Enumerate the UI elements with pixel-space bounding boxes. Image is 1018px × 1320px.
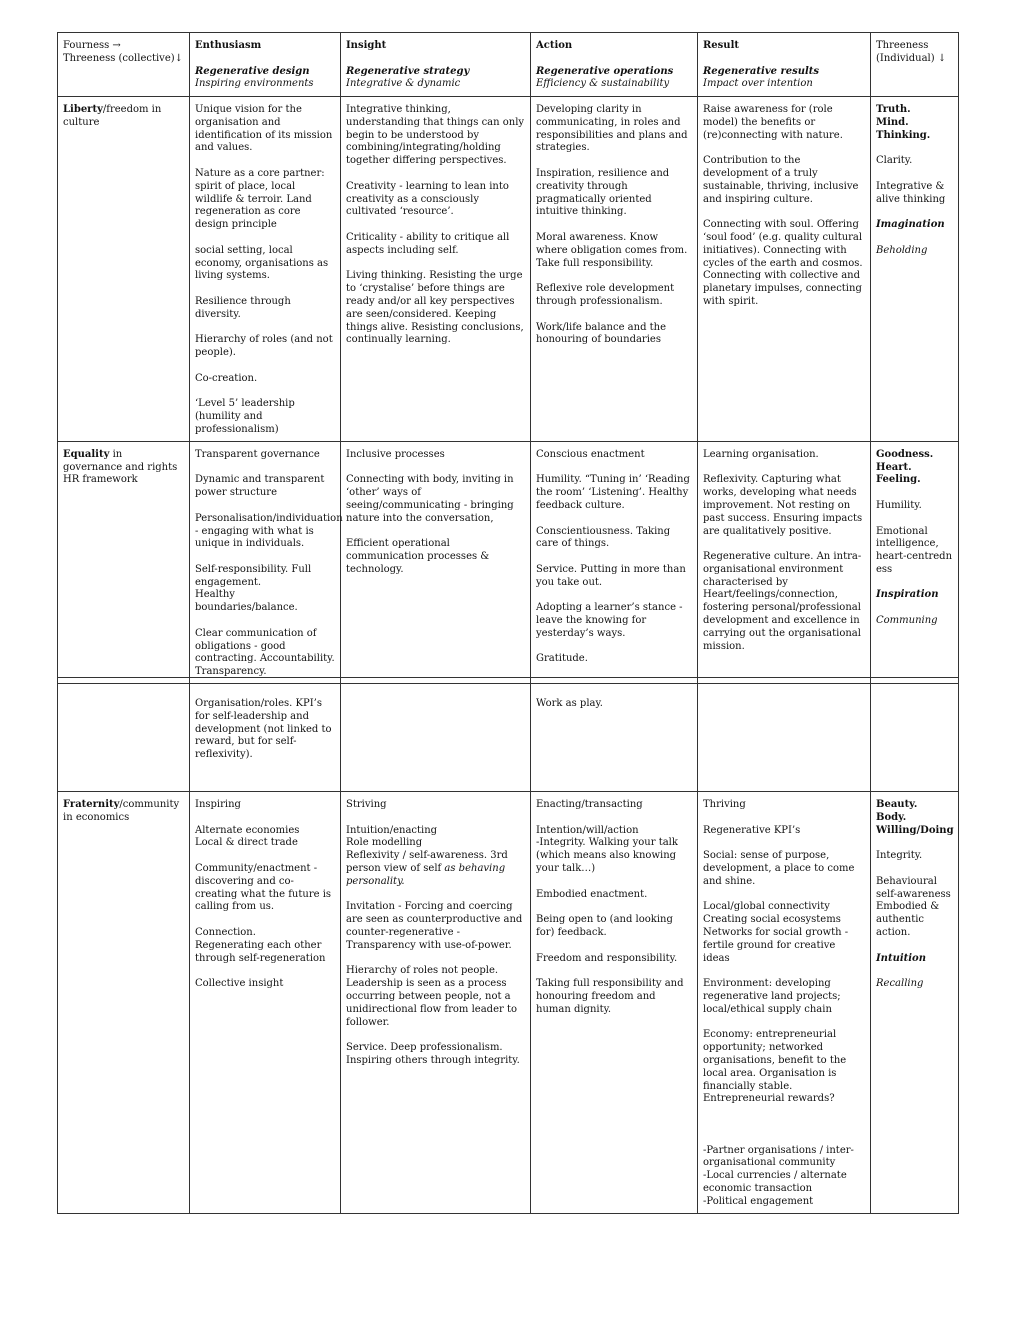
cell-paragraph: Inspiration, resilience and creativity through pragmatically oriented intuitive thinking. <box>536 167 670 218</box>
header-title: Enthusiasm <box>195 40 262 51</box>
cell-paragraph: Inspiring <box>195 799 241 810</box>
cell-equality-action <box>531 441 698 683</box>
cell-equality-enthusiasm <box>190 441 341 683</box>
header-subtitle: Regenerative strategy <box>346 65 470 77</box>
cell-paragraph: Unique vision for the organisation and identification of its mission and values. <box>195 104 333 154</box>
row-equality <box>58 441 959 683</box>
header-subtitle: Regenerative design <box>195 65 310 77</box>
row-liberty <box>58 97 959 442</box>
threeness-item: Behavioural self-awareness Embodied & authentic action. <box>876 875 951 938</box>
threeness-bold: Beauty. Body. Willing/Doing <box>876 799 954 836</box>
cell-paragraph: Regenerative culture. An intra-organisational environment characterised by Heart/feelings/connection, fostering personal/professional development and excellence in carrying out the organisational mission. <box>703 551 862 652</box>
header-enthusiasm <box>190 33 341 97</box>
cell-spacer <box>703 1119 865 1132</box>
cell-paragraph: Connecting with body, inviting in ‘other’ ways of seeing/communicating - bringing nature into the conversation, <box>346 474 514 524</box>
cell-paragraph: Nature as a core partner: spirit of place, local wildlife & terroir. Land regeneration as core design principle <box>195 167 325 231</box>
corner-line1: Fourness → <box>63 40 121 51</box>
header-title: Result <box>703 40 739 51</box>
cell-paragraph: Moral awareness. Know where obligation comes from. Take full responsibility. <box>536 231 688 269</box>
cell-paragraph: Contribution to the development of a truly sustainable, thriving, inclusive and inspiring culture. <box>703 155 859 205</box>
cell-paragraph: Hierarchy of roles (and not people). <box>195 334 333 359</box>
framework-table-part1 <box>57 32 959 684</box>
cell-paragraph: Transparent governance <box>195 448 320 460</box>
row-label-rest: /community in economics <box>63 799 180 823</box>
header-row <box>58 33 959 97</box>
corner-line2: Threeness (collective)↓ <box>63 52 184 64</box>
row-label-rest: /freedom in culture <box>63 104 162 128</box>
header-tagline: Integrative & dynamic <box>346 78 461 90</box>
cell-paragraph: Dynamic and transparent power structure <box>195 474 325 499</box>
cell-paragraph: Intention/will/action -Integrity. Walking your talk (which means also knowing your talk…) <box>536 824 678 874</box>
header-subtitle: Regenerative results <box>703 65 820 77</box>
cell-fraternity-result <box>698 792 871 1214</box>
threeness-bold: Goodness. Heart. Feeling. <box>876 448 934 486</box>
row-label-bold: Fraternity <box>63 799 120 810</box>
cell-paragraph: Environment: developing regenerative land projects; local/ethical supply chain <box>703 978 841 1015</box>
header-last: Threeness (Individual) ↓ <box>876 40 947 64</box>
cell-paragraph: Learning organisation. <box>703 448 819 460</box>
cell-liberty-enthusiasm <box>190 97 341 442</box>
cell-continued-action <box>531 678 698 792</box>
cell-text: Intuition/enacting Role modelling Reflexivity / self-awareness. 3rd person view of self <box>346 824 508 874</box>
cell-paragraph: Taking full responsibility and honouring freedom and human dignity. <box>536 978 684 1015</box>
cell-paragraph: Service. Deep professionalism. Inspiring others through integrity. <box>346 1042 520 1066</box>
row-label-bold: Equality <box>63 448 110 460</box>
cell-empty <box>871 678 959 792</box>
cell-paragraph: Organisation/roles. KPI’s for self-leadership and development (not linked to reward, but for self-reflexivity). <box>195 698 332 761</box>
cell-paragraph: Service. Putting in more than you take out. <box>536 563 686 588</box>
cell-paragraph: Being open to (and looking for) feedback. <box>536 914 673 938</box>
cell-paragraph: Criticality - ability to critique all aspects including self. <box>346 231 510 256</box>
cell-paragraph: Reflexivity. Capturing what works, developing what needs improvement. Not resting on past success. Ensuring impacts are qualitatively positive. <box>703 474 863 537</box>
cell-fraternity-threeness <box>871 792 959 1214</box>
header-action <box>531 33 698 97</box>
cell-paragraph: Embodied enactment. <box>536 888 648 900</box>
cell-empty <box>698 678 871 792</box>
row-label-equality <box>58 441 190 683</box>
cell-paragraph: Creativity - learning to lean into creativity as a consciously cultivated ‘resource’. <box>346 180 509 218</box>
cell-fraternity-enthusiasm <box>190 792 341 1214</box>
cell-liberty-action <box>531 97 698 442</box>
cell-paragraph: Social: sense of purpose, development, a place to come and shine. <box>703 850 855 887</box>
cell-paragraph: Freedom and responsibility. <box>536 952 678 964</box>
cell-paragraph: Economy: entrepreneurial opportunity; networked organisations, benefit to the local area. Organisation is financially stable. Entrepreneurial rewards? <box>703 1029 847 1105</box>
cell-paragraph: Resilience through diversity. <box>195 295 291 320</box>
cell-equality-threeness <box>871 441 959 683</box>
cell-paragraph: ‘Level 5’ leadership (humility and professionalism) <box>195 398 295 435</box>
threeness-item: Integrative & alive thinking <box>876 180 946 205</box>
threeness-italic: Recalling <box>876 978 924 990</box>
threeness-item: Emotional intelligence, heart-centredn ess <box>876 525 953 575</box>
threeness-bold-italic: Inspiration <box>876 589 939 601</box>
header-tagline: Impact over intention <box>703 78 813 90</box>
cell-fraternity-insight <box>341 792 531 1214</box>
cell-paragraph: Enacting/transacting <box>536 799 643 810</box>
cell-liberty-threeness <box>871 97 959 442</box>
cell-paragraph: Thriving <box>703 799 746 810</box>
cell-paragraph: Humility. “Tuning in’ ‘Reading the room’ ‘Listening’. Healthy feedback culture. <box>536 474 690 511</box>
cell-paragraph: Connecting with soul. Offering ‘soul food’ (e.g. quality cultural initiatives). Connecting with cycles of the earth and cosmos. Connecting with collective and planetary impulses, connecting with spirit. <box>703 219 863 307</box>
threeness-item: Integrity. <box>876 850 923 862</box>
framework-table-part2 <box>57 677 959 1214</box>
threeness-bold-italic: Imagination <box>876 219 945 231</box>
row-label-liberty <box>58 97 190 442</box>
cell-paragraph: Work as play. <box>536 698 603 709</box>
threeness-item: Clarity. <box>876 155 913 167</box>
cell-paragraph: Invitation - Forcing and coercing are seen as counterproductive and counter-regenerative -Transparency with use-of-power. <box>346 901 523 951</box>
cell-paragraph: Developing clarity in communicating, in roles and responsibilities and plans and strategies. <box>536 104 688 154</box>
header-subtitle: Regenerative operations <box>536 65 674 77</box>
row-fraternity <box>58 792 959 1214</box>
cell-paragraph: Self-responsibility. Full engagement. Healthy boundaries/balance. <box>195 563 312 614</box>
cell-paragraph: Raise awareness for (role model) the benefits or (re)connecting with nature. <box>703 104 843 141</box>
cell-paragraph: -Partner organisations / inter-organisational community -Local currencies / alternate economic transaction -Political engagement <box>703 1144 854 1207</box>
cell-paragraph: Inclusive processes <box>346 448 445 460</box>
cell-fraternity-action <box>531 792 698 1214</box>
cell-paragraph: Work/life balance and the honouring of boundaries <box>536 321 667 346</box>
threeness-item: Humility. <box>876 499 922 511</box>
threeness-bold: Truth. Mind. Thinking. <box>876 104 931 141</box>
cell-continued-enthusiasm <box>190 678 341 792</box>
cell-liberty-insight <box>341 97 531 442</box>
header-title: Insight <box>346 40 387 51</box>
cell-paragraph: social setting, local economy, organisations as living systems. <box>195 244 329 282</box>
threeness-italic: Beholding <box>876 244 928 256</box>
row-equality-continued <box>58 678 959 792</box>
header-threeness-individual <box>871 33 959 97</box>
cell-paragraph: Hierarchy of roles not people. Leadership is seen as a process occurring between people, not a unidirectional flow from leader to follower. <box>346 965 517 1028</box>
cell-equality-insight <box>341 441 531 683</box>
cell-paragraph: Reflexive role development through professionalism. <box>536 283 675 307</box>
cell-paragraph: Living thinking. Resisting the urge to ‘crystalise’ before things are ready and/or all key perspectives are seen/considered. Keeping things alive. Resisting conclusions, continually learning. <box>346 270 524 346</box>
header-insight <box>341 33 531 97</box>
threeness-italic: Communing <box>876 615 938 627</box>
row-label-rest: in governance and rights HR framework <box>63 448 178 486</box>
header-title: Action <box>536 40 573 51</box>
header-result <box>698 33 871 97</box>
cell-paragraph: Connection. Regenerating each other through self-regeneration <box>195 926 326 964</box>
cell-empty <box>341 678 531 792</box>
cell-paragraph: Alternate economies Local & direct trade <box>195 824 300 849</box>
cell-equality-result <box>698 441 871 683</box>
cell-paragraph: Regenerative KPI’s <box>703 824 801 836</box>
header-tagline: Inspiring environments <box>195 78 314 90</box>
cell-paragraph: Adopting a learner’s stance - leave the knowing for yesterday’s ways. <box>536 602 683 639</box>
cell-paragraph: Community/enactment - discovering and co-creating what the future is calling from us. <box>195 862 332 913</box>
cell-paragraph: Gratitude. <box>536 653 588 665</box>
cell-paragraph: Clear communication of obligations - good contracting. Accountability. Transparency. <box>195 627 335 678</box>
cell-empty <box>58 678 190 792</box>
header-tagline: Efficiency & sustainability <box>536 78 670 90</box>
cell-paragraph: Co-creation. <box>195 372 258 384</box>
cell-paragraph: Integrative thinking, understanding that things can only begin to be understood by combining/integrating/holding together differing perspectives. <box>346 104 525 167</box>
corner-cell <box>58 33 190 97</box>
cell-paragraph: Striving <box>346 799 387 810</box>
cell-text-italic: as behaving personality. <box>346 862 506 887</box>
threeness-bold-italic: Intuition <box>876 952 926 964</box>
row-label-fraternity <box>58 792 190 1214</box>
row-label-bold: Liberty <box>63 104 103 115</box>
cell-paragraph: Conscious enactment <box>536 448 645 460</box>
cell-paragraph: Conscientiousness. Taking care of things. <box>536 525 671 550</box>
cell-paragraph: Personalisation/individuation - engaging with what is unique in individuals. <box>195 512 343 550</box>
cell-paragraph: Local/global connectivity Creating social ecosystems Networks for social growth - fertile ground for creative ideas <box>703 901 849 964</box>
cell-liberty-result <box>698 97 871 442</box>
cell-paragraph: Efficient operational communication processes & technology. <box>346 538 490 575</box>
cell-paragraph: Collective insight <box>195 978 284 990</box>
